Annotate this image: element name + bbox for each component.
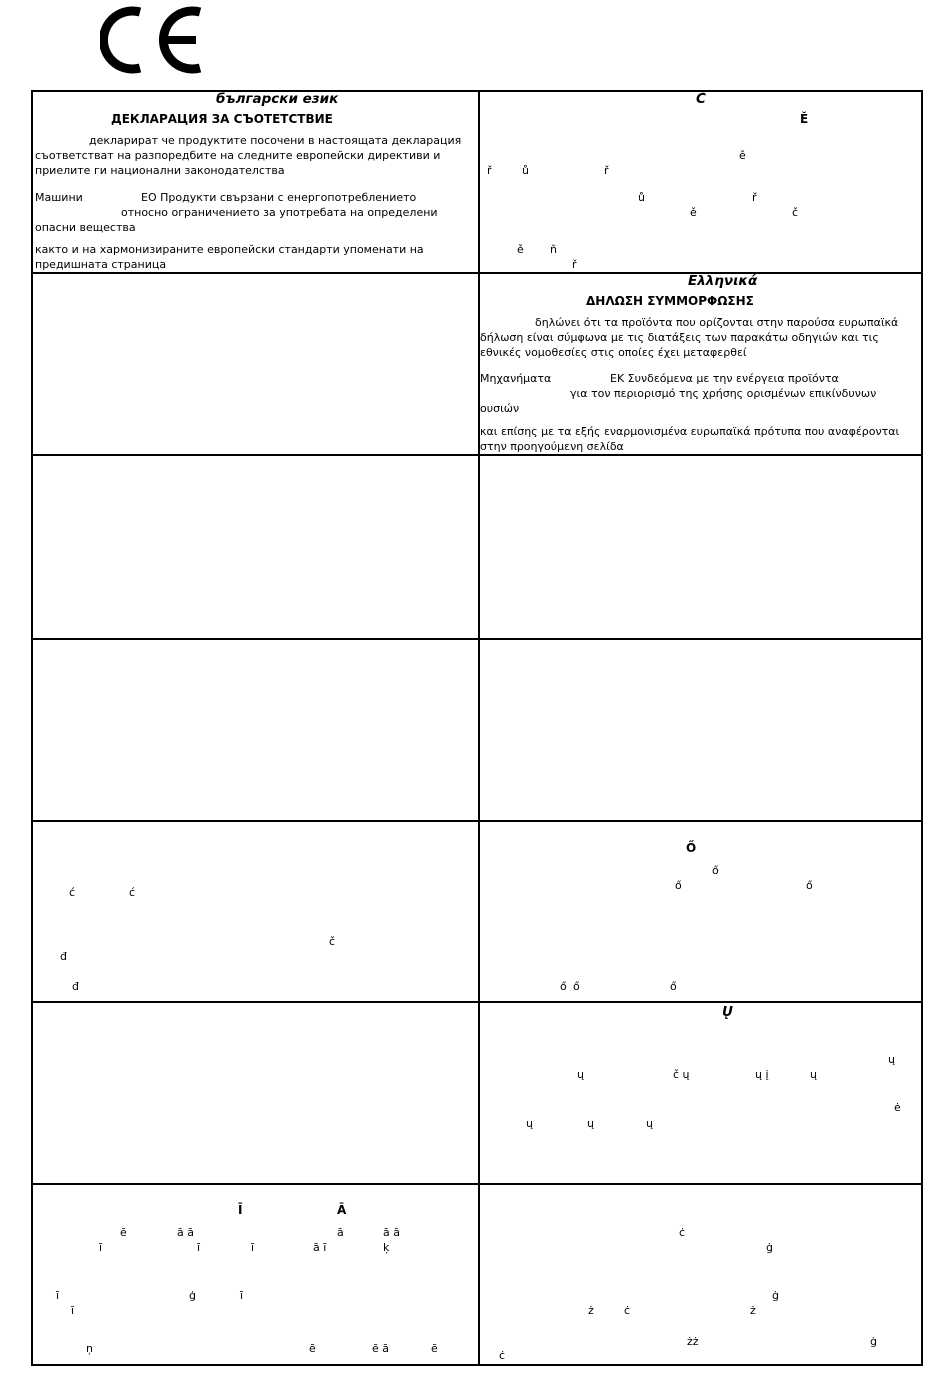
- glyph: ė: [894, 1101, 901, 1114]
- language-title: български език: [216, 92, 339, 107]
- glyph: ř: [487, 164, 492, 177]
- directive-machines: Машини: [35, 191, 83, 204]
- declaration-heading: ΔΗΛΩΣΗ ΣΥΜΜΟΡΦΩΣΗΣ: [586, 294, 754, 308]
- language-title: Ī: [238, 1203, 243, 1217]
- glyph: ī: [99, 1241, 103, 1254]
- body-text: съответстват на разпоредбите на следните европейски директиви и: [35, 149, 441, 162]
- standards-text: както и на хармонизираните европейски стандарти упоменати на: [35, 243, 424, 256]
- glyph: ā ā: [383, 1226, 400, 1239]
- row-divider: [33, 454, 921, 456]
- glyph: ř: [604, 164, 609, 177]
- cell-lithuanian: [480, 1003, 921, 1183]
- glyph: ő: [806, 879, 813, 892]
- glyph: ő: [573, 980, 580, 993]
- glyph: ů: [522, 164, 529, 177]
- body-text: εθνικές νομοθεσίες στις οποίες έχει μεταφερθεί: [480, 346, 747, 359]
- glyph: ī: [251, 1241, 255, 1254]
- glyph: ā: [337, 1226, 344, 1239]
- declaration-heading: Ā: [337, 1203, 347, 1217]
- glyph: ē: [431, 1342, 438, 1355]
- language-title: Č: [696, 92, 706, 107]
- glyph: ć: [69, 886, 76, 899]
- glyph: ē: [309, 1342, 316, 1355]
- glyph: ā ā: [177, 1226, 194, 1239]
- glyph: č: [329, 935, 336, 948]
- ce-mark-logo: [100, 6, 204, 76]
- glyph: ř: [752, 191, 757, 204]
- glyph: č: [792, 206, 799, 219]
- glyph: ų: [526, 1117, 533, 1130]
- declaration-heading: Ě: [800, 112, 809, 126]
- body-text: декларират че продуктите посочени в настоящата декларация: [89, 134, 462, 147]
- glyph: ī: [71, 1304, 75, 1317]
- directive-rohs: για τον περιορισμό της χρήσης ορισμένων επικίνδυνων: [570, 387, 877, 400]
- glyph: č ų: [673, 1068, 690, 1081]
- glyph: đ: [72, 980, 79, 993]
- language-title: Ελληνικά: [688, 274, 758, 289]
- cell-croatian: [33, 822, 478, 1001]
- standards-text: στην προηγούμενη σελίδα: [480, 440, 624, 453]
- glyph: ų į: [755, 1068, 769, 1081]
- glyph: ċ: [679, 1226, 686, 1239]
- cell-maltese: [480, 1185, 921, 1364]
- glyph: ċ: [624, 1304, 631, 1317]
- cell-czech: [480, 92, 921, 272]
- glyph: ě: [739, 149, 746, 162]
- body-text: δηλώνει ότι τα προϊόντα που ορίζονται στην παρούσα ευρωπαϊκά: [535, 316, 899, 329]
- glyph: ň: [550, 243, 557, 256]
- glyph: ů: [638, 191, 645, 204]
- glyph: ī: [240, 1289, 244, 1302]
- glyph: ā ī: [313, 1241, 327, 1254]
- cell-greek: [480, 274, 921, 454]
- row-divider: [33, 638, 921, 640]
- directive-erp: ΕΚ Συνδεόμενα με την ενέργεια προϊόντα: [610, 372, 839, 385]
- standards-text: предишната страница: [35, 258, 167, 271]
- cell-bulgarian: [33, 92, 478, 272]
- glyph: ġ: [870, 1335, 877, 1348]
- glyph: ř: [572, 258, 577, 271]
- directive-rohs: опасни вещества: [35, 221, 136, 234]
- body-text: приелите ги национални законодателства: [35, 164, 285, 177]
- glyph: ų: [810, 1068, 817, 1081]
- glyph: ő: [670, 980, 677, 993]
- glyph: ě: [517, 243, 524, 256]
- language-title: Ų: [722, 1004, 733, 1020]
- glyph: ē ā: [372, 1342, 390, 1355]
- declaration-table: [31, 90, 923, 1366]
- glyph: ų: [587, 1117, 594, 1130]
- body-text: δήλωση είναι σύμφωνα με τις διατάξεις των παρακάτω οδηγιών και τις: [480, 331, 879, 344]
- glyph: ć: [129, 886, 136, 899]
- glyph: ż: [588, 1304, 594, 1317]
- language-title: Ő: [686, 841, 697, 855]
- declaration-heading: ДЕКЛАРАЦИЯ ЗА СЪОТЕТСТВИЕ: [111, 112, 333, 126]
- glyph: ī: [197, 1241, 201, 1254]
- cell-latvian: [33, 1185, 478, 1364]
- glyph: ő: [560, 980, 567, 993]
- glyph: ő: [712, 864, 719, 877]
- glyph: ż: [750, 1304, 756, 1317]
- glyph: ő: [675, 879, 682, 892]
- cell-hungarian: [480, 822, 921, 1001]
- glyph: đ: [60, 950, 67, 963]
- glyph: żż: [687, 1335, 699, 1348]
- glyph: ų: [646, 1117, 653, 1130]
- glyph: ī: [56, 1289, 60, 1302]
- glyph: ņ: [86, 1342, 93, 1355]
- glyph: ě: [690, 206, 697, 219]
- glyph: ē: [120, 1226, 127, 1239]
- standards-text: και επίσης με τα εξής εναρμονισμένα ευρωπαϊκά πρότυπα που αναφέρονται: [480, 425, 900, 438]
- directive-erp: ЕО Продукти свързани с енергопотреблението: [141, 191, 417, 204]
- directive-rohs: относно ограничението за употребата на определени: [121, 206, 438, 219]
- directive-machines: Μηχανήματα: [480, 372, 552, 385]
- glyph: ċ: [499, 1349, 506, 1362]
- glyph: ķ: [383, 1241, 390, 1254]
- glyph: ġ: [766, 1241, 773, 1254]
- directive-rohs: ουσιών: [480, 402, 520, 415]
- glyph: ų: [888, 1053, 895, 1066]
- glyph: ģ: [189, 1289, 196, 1302]
- glyph: ġ: [772, 1289, 779, 1302]
- glyph: ų: [577, 1068, 584, 1081]
